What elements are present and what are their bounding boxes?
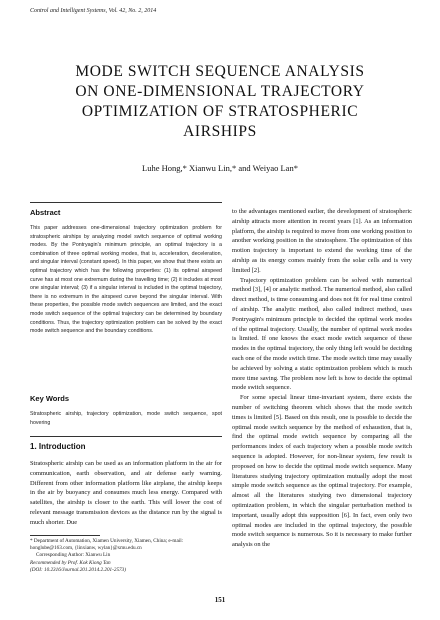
abstract-top-rule <box>30 202 222 203</box>
footnote-doi: (DOI: 10.2316/Journal.201.2014.2.201-2573) <box>30 566 126 573</box>
title-line: AIRSHIPS <box>183 123 257 140</box>
abstract-heading: Abstract <box>30 208 61 217</box>
title-line: MODE SWITCH SEQUENCE ANALYSIS <box>75 63 365 80</box>
footnote-recommended: Recommended by Prof. Kok Kiong Tan <box>30 559 111 566</box>
keywords-bottom-rule <box>30 436 222 437</box>
paragraph: to the advantages mentioned earlier, the development of stratospheric airship attracts more attention in recent years [1]. As an information platform, the airship is required to move from one working position to another working position in the stratosphere. The optimization of this motion trajectory is important to extend the working time of the airship as its energy comes mainly from the solar cells and is very limited [2]. <box>232 208 412 274</box>
introduction-text: Stratospheric airship can be used as an information platform in the air for communication, earth observation, and air defense early warning. Different from other information platform like airplane, the airship keeps in the air by buoyancy and consumes much less energy. Compared with satellites, the airship is closer to the earth. This will lower the cost of relevant message transmission devices as the distance run by the signal is much shorter. Due <box>30 460 222 526</box>
author-list: Luhe Hong,* Xianwu Lin,* and Weiyao Lan* <box>142 163 298 173</box>
paper-title <box>20 62 420 142</box>
keywords-heading: Key Words <box>30 394 70 403</box>
footnote <box>30 538 222 574</box>
footnote-affiliation: * Department of Automation, Xiamen University, Xiamen, China; e-mail: honglube@163.com, {linxianw, wylan}@xmu.edu.cn <box>30 538 184 552</box>
keywords-text: Stratospheric airship, trajectory optimization, mode switch sequence, spot hovering <box>30 411 222 426</box>
footnote-corresponding: Corresponding Author: Xianwu Lin <box>36 552 111 559</box>
page-number: 151 <box>214 596 226 604</box>
introduction-heading: 1. Introduction <box>30 442 86 451</box>
paragraph: For some special linear time-invariant system, there exists the number of switching theorem which shows that the mode switch times is limited [5]. Based on this result, one is possible to decide the optimal mode switch sequence by the method of exhaustion, that is, find the optimal mode switch sequence by comparing all the performances index of each trajectory when a possible mode switch sequence is adopted. However, for non-linear system, few result is proposed on how to decide the optimal mode switch sequence. Many literatures studying trajectory optimization mutually adopt the most simple mode switch sequence as the optimal trajectory. For example, almost all the literatures studying two dimensional trajectory optimization problem, in which the singular perturbation method is important, usually adopt this supposition [6]. In fact, even only two optimal modes are included in the optimal trajectory, the possible mode switch sequence is numerous. So it is necessary to make further analysis on the <box>232 394 412 549</box>
abstract-text: This paper addresses one-dimensional trajectory optimization problem for stratospheric airships by analyzing model switch sequence of optimal working modes. By the Pontryagin's minimum principle, an optimal trajectory is a combination of three optimal working modes, that is, acceleration, deceleration, and singular interval (constant speed). In this paper, we show that there exists an optimal trajectory which has the following properties: (1) its optimal airspeed curve has at most one extremum during the travelling time; (2) it includes at most one singular interval; (3) if a singular interval is included in the optimal trajectory, there is no extremum in the airspeed curve beyond the singular interval. With these properties, the possible mode switch sequences are limited, and the exact mode switch sequence of the optimal trajectory can be determined by boundary conditions. Thus, the trajectory optimization problem can be solved by the exact mode switch sequence and the boundary conditions. <box>30 225 222 335</box>
title-line: OPTIMIZATION OF STRATOSPHERIC <box>81 103 359 120</box>
title-line: ON ONE-DIMENSIONAL TRAJECTORY <box>75 83 365 100</box>
journal-header: Control and Intelligent Systems, Vol. 42, No. 2, 2014 <box>30 8 157 14</box>
right-column <box>232 207 412 550</box>
footnote-rule <box>30 535 100 536</box>
paragraph: Trajectory optimization problem can be solved with numerical method [3], [4] or analytic method. The numerical method, also called direct method, is time consuming and does not fit for real time control of airship. The analytic method, also called indirect method, uses Pontryagin's minimum principle to decided the optimal work modes of the optimal trajectory. Usually, the number of optimal work modes is limited. If one knows the exact mode switch sequence of these modes in the optimal trajectory, the only thing left would be deciding each one of the mode switch time. The mode switch time may usually be achieved by solving a static optimization problem which is much more time saving. The problem now left is how to decide the optimal mode switch sequence. <box>232 276 412 392</box>
